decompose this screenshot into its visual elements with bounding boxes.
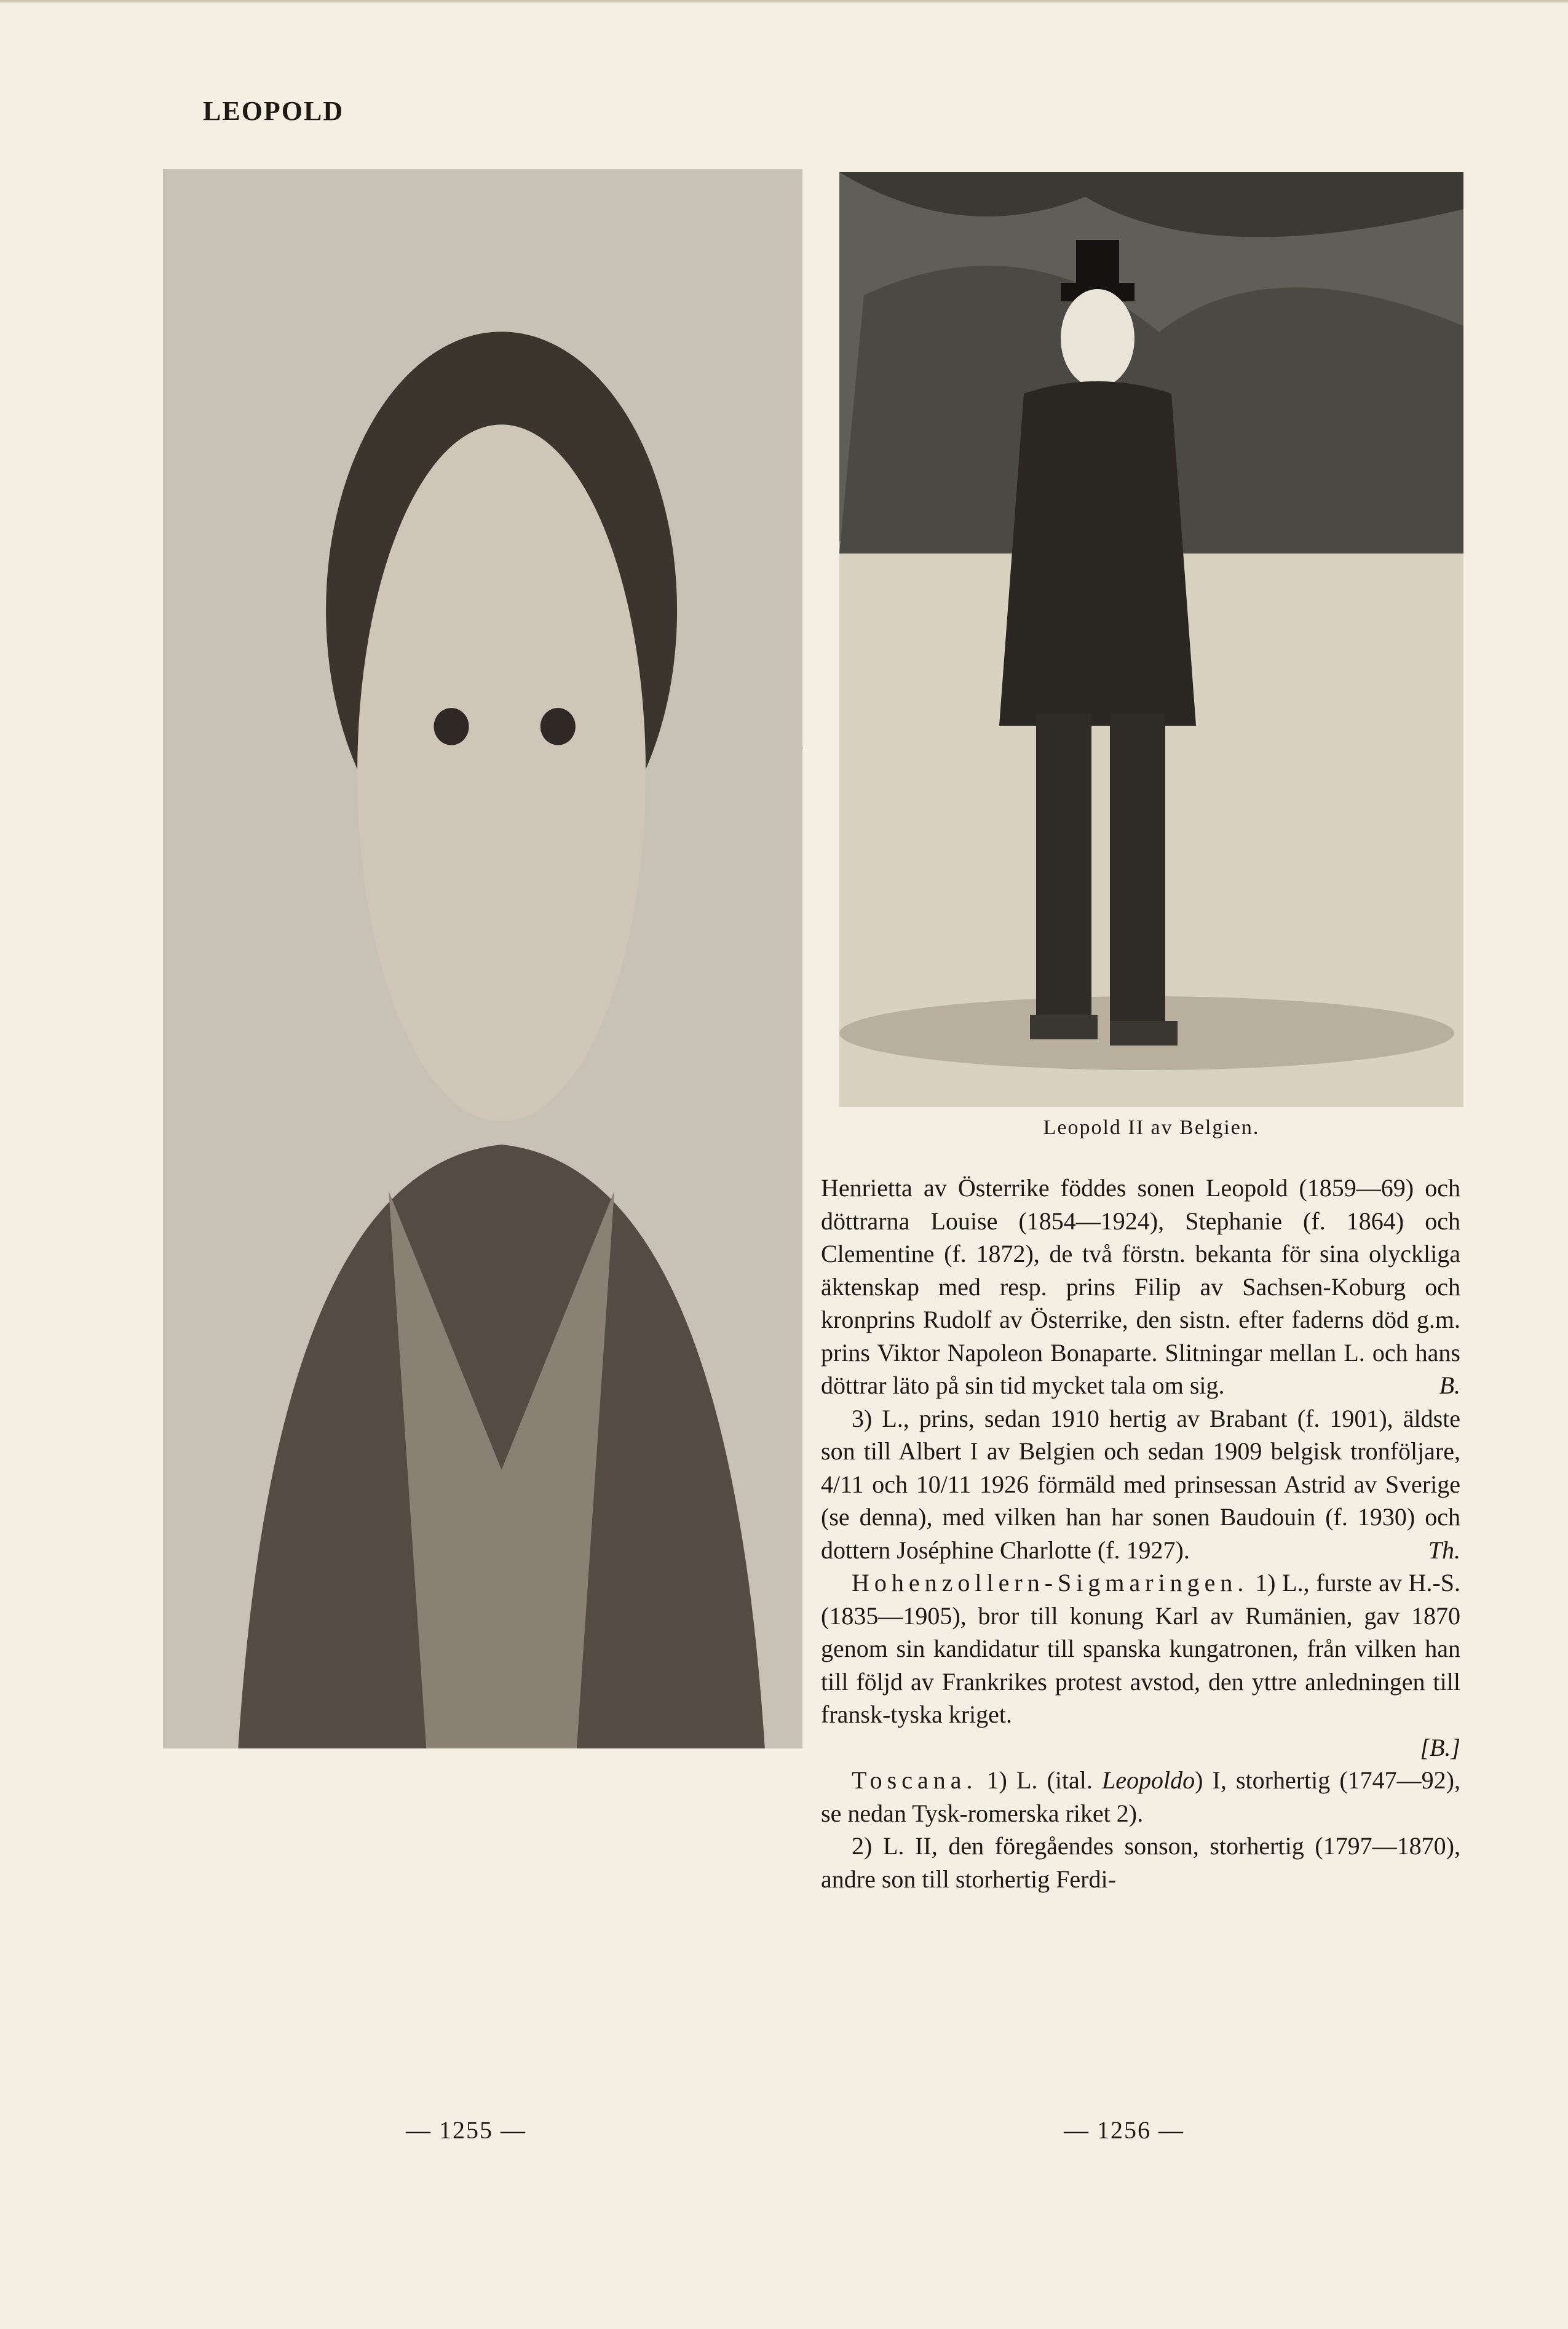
- signature-b-2: B.: [1439, 1371, 1460, 1399]
- top-edge-line: [0, 0, 1568, 2]
- uniformed-man-portrait-icon: [163, 696, 477, 1114]
- heading-toscana: Toscana.: [852, 1766, 978, 1794]
- standing-man-photo-icon: [839, 172, 1463, 1107]
- page-number-right: — 1256 —: [1064, 2116, 1184, 2144]
- running-header: LEOPOLD: [203, 96, 344, 126]
- article-hohenzollern: Hohenzollern-Sigmaringen. 1) L., furste av H.-S. (1835—1905), bror till konung Karl av Rumänien, gav 1870 genom sin kandidatur till spanska kungatronen, från vilken han till följd av Frankrikes protest avstod, den yttre anledningen till fransk-tyska kriget.: [821, 1569, 1460, 1728]
- article-belgien-3: 3) L., prins, sedan 1910 hertig av Brabant (f. 1901), äldste son till Albert I av Belgien och sedan 1909 belgisk tronföljare, 4/11 och 10/11 1926 förmäld med prinsessan Astrid av Sverige (se denna), med vilken han har sonen Baudouin (f. 1930) och dottern Joséphine Charlotte (f. 1927). Th.: [821, 1402, 1460, 1567]
- page-number-left: — 1255 —: [406, 2116, 526, 2144]
- photo-leopold-ii: [839, 172, 1463, 1107]
- article-belgien-2-continued: Henrietta av Österrike föddes sonen Leopold (1859—69) och döttrarna Louise (1854—1924), Stephanie (f. 1864) och Clementine (f. 1872), de två förstn. bekanta för sina olyckliga äktenskap med resp. prins Filip av Sachsen-Koburg och kronprins Rudolf av Österrike, den sistn. efter faderns död g.m. prins Viktor Napoleon Bonaparte. Slitningar mellan L. och hans döttrar läto på sin tid mycket tala om sig. B.: [821, 1172, 1460, 1402]
- right-column: [821, 1172, 1460, 1895]
- portrait-leopold-i: [163, 696, 477, 1114]
- article-toscana-1: Toscana. 1) L. (ital. Leopoldo) I, storhertig (1747—92), se nedan Tysk-romerska riket 2).: [821, 1766, 1460, 1827]
- article-toscana-2: 2) L. II, den föregåendes sonson, storhertig (1797—1870), andre son till storhertig Ferdi-: [821, 1832, 1460, 1893]
- photo-caption: Leopold II av Belgien.: [1043, 1116, 1260, 1139]
- signature-th: Th.: [1428, 1536, 1460, 1564]
- heading-hohenzollern: Hohenzollern-Sigmaringen.: [852, 1569, 1249, 1597]
- article-belgien-1: [163, 696, 802, 1453]
- signature-bracket-b: [B.]: [1420, 1733, 1460, 1761]
- left-column: [163, 169, 802, 1748]
